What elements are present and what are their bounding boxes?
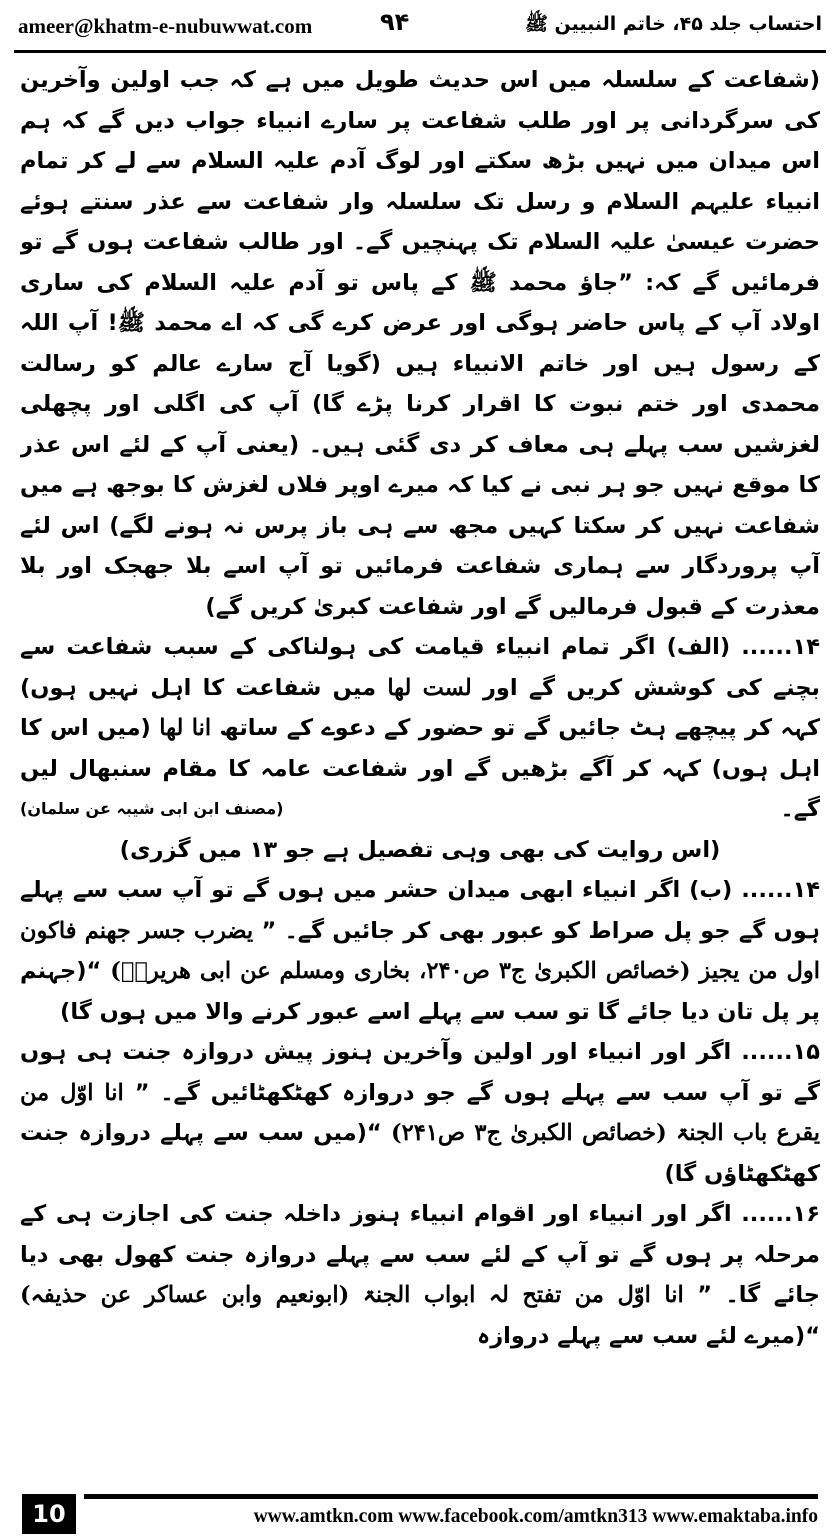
item-14a-arabic-b: انا لھا [159,715,212,741]
item-15-arabic: انا اوّل من یقرع باب الجنۃ (خصائص الکبریٰ ج۳ ص۲۴۱) [20,1079,820,1146]
header-rule [14,50,826,53]
footer-links: www.amtkn.com www.facebook.com/amtkn313 www.emaktaba.info [253,1506,818,1527]
header-title: احتساب جلد ۴۵، خاتم النبیین ﷺ [524,13,822,35]
page-header [0,0,840,50]
item-14-note: (اس روایت کی بھی وہی تفصیل ہے جو ۱۳ میں گزری) [119,836,721,863]
item-15 [20,1032,820,1194]
item-14a-number: ۱۴...... [741,634,820,660]
item-16-arabic: انا اوّل من تفتح لہ ابواب الجنۃ (ابونعیم وابن عساکر عن حذیفہ) [20,1282,684,1308]
item-14b-number: ۱۴...... [741,877,820,903]
item-15-text-b: “(میں سب سے پہلے دروازہ جنت کھٹکھٹاؤں گا) [20,1120,820,1187]
item-14b [20,870,820,1032]
item-14b-arabic: یضرب جسر جھنم فاکون اول من یجیز (خصائص الکبریٰ ج۳ ص۲۴۰، بخاری ومسلم عن ابی ھریرۃؓ) [20,917,820,984]
header-page-number: ۹۴ [380,8,410,36]
item-15-text-a: اگر اور انبیاء اور اولین وآخرین ہنوز پیش دروازہ جنت ہی ہوں گے تو آپ سب سے پہلے ہوں گے جو دروازہ کھٹکھٹائیں گے۔ ” [20,1039,820,1106]
item-16-text-a: اگر اور انبیاء اور اقوام انبیاء ہنوز داخلہ جنت کی اجازت ہی کے مرحلہ پر ہوں گے تو آپ کے لئے سب سے پہلے دروازہ جنت کھول بھی دیا جائے گا۔ ” [20,1201,820,1308]
item-14a-source: (مصنف ابن ابی شیبہ عن سلمان) [20,799,284,818]
item-14b-text-b: “(جہنم پر پل تان دیا جائے گا تو سب سے پہلے اسے عبور کرنے والا میں ہوں گا) [20,958,820,1025]
page-body [20,60,820,1460]
item-16 [20,1194,820,1356]
item-14a-arabic-a: لست لھا [387,674,472,701]
footer-page-number: 10 [22,1494,76,1534]
item-14a-text-a: (الف) اگر تمام انبیاء قیامت کی ہولناکی کے سبب شفاعت سے بچنے کی کوشش کریں گے اور [20,634,820,701]
item-14a-text-b: میں شفاعت کا اہل نہیں ہوں) کہہ کر پیچھے ہٹ جائیں گے تو حضور کے دعوے کے ساتھ [20,674,820,741]
item-14b-text-a: (ب) اگر انبیاء ابھی میدان حشر میں ہوں گے تو آپ سب سے پہلے ہوں گے جو پل صراط کو عبور بھی کر جائیں گے۔ ” [20,877,820,944]
header-email: ameer@khatm-e-nubuwwat.com [18,14,313,38]
item-16-text-b: “(میرے لئے سب سے پہلے دروازہ [477,1322,820,1349]
item-14a-text-c: (میں اس کا اہل ہوں) کہہ کر آگے بڑھیں گے اور شفاعت عامہ کا مقام سنبھال لیں گے۔ [20,715,820,822]
item-16-number: ۱۶...... [741,1201,820,1227]
item-15-number: ۱۵...... [741,1039,820,1065]
page-footer [0,1486,840,1540]
footer-rule [84,1494,818,1499]
intro-paragraph: (شفاعت کے سلسلہ میں اس حدیث طویل میں ہے کہ جب اولین وآخرین کی سرگردانی پر اور طلب شفاعت پر سارے انبیاء جواب دیں گے کہ ہم اس میدان میں نہیں بڑھ سکتے اور لوگ آدم علیہ السلام سے لے کر تمام انبیاء علیہم السلام و رسل تک سلسلہ وار شفاعت سے عذر سنتے ہوئے حضرت عیسیٰ علیہ السلام تک پہنچیں گے۔ اور طالب شفاعت ہوں گے تو فرمائیں گے کہ: ”جاؤ محمد ﷺ کے پاس تو آدم علیہ السلام کی ساری اولاد آپ کے پاس حاضر ہوگی اور عرض کرے گی کہ اے محمد ﷺ! آپ اللہ کے رسول ہیں اور خاتم الانبیاء ہیں (گویا آج سارے عالم کو رسالت محمدی اور ختم نبوت کا اقرار کرنا پڑے گا) آپ کی اگلی اور پچھلی لغزشیں سب پہلے ہی معاف کر دی گئی ہیں۔ (یعنی آپ کے لئے اس عذر کا موقع نہیں جو ہر نبی نے کیا کہ میرے اوپر فلاں لغزش کا بوجھ ہے میں شفاعت نہیں کر سکتا کہیں مجھ سے ہی باز پرس نہ ہونے لگے) اس لئے آپ پروردگار سے ہماری شفاعت فرمائیں تو آپ اسے بلا جھجک اور بلا معذرت کے قبول فرمالیں گے اور شفاعت کبریٰ کریں گے) [20,67,820,620]
item-14a [20,627,820,830]
